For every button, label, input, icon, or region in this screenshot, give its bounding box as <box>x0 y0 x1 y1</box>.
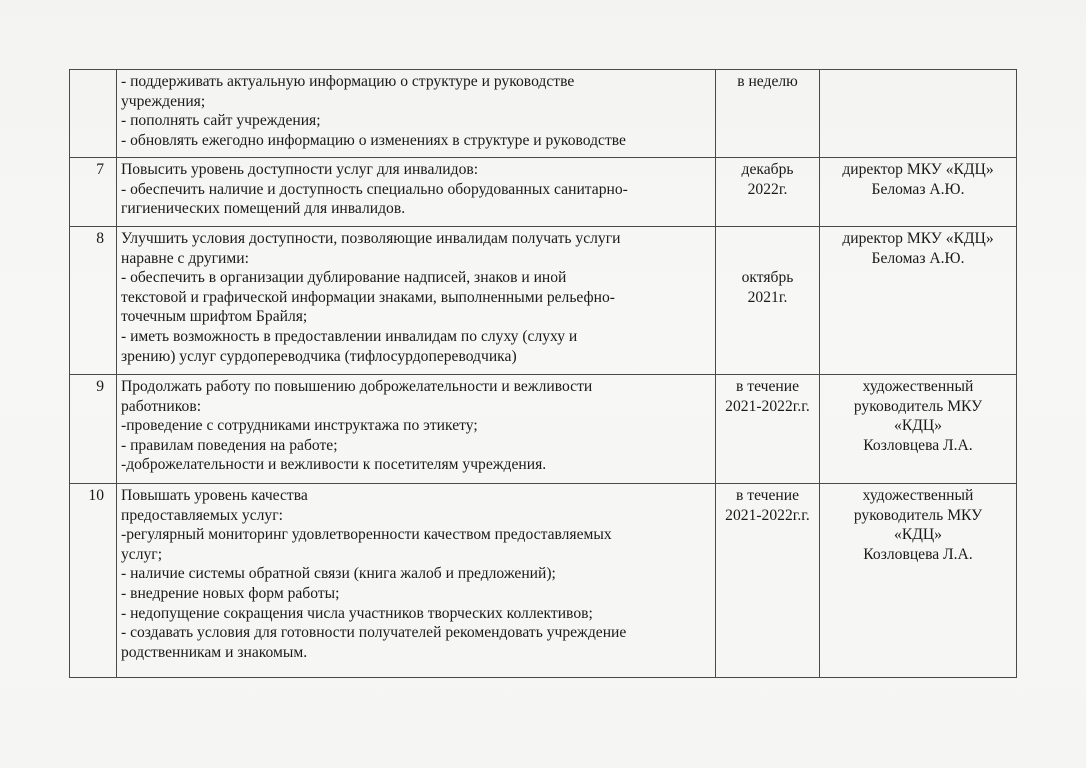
term-block <box>720 229 815 307</box>
row-number <box>70 70 117 158</box>
activity-line: зрению) услуг сурдопереводчика (тифлосурдопереводчика) <box>121 347 517 365</box>
term-cell <box>716 158 820 227</box>
term-line: октябрь <box>741 269 794 286</box>
responsible-line: Козловцева Л.А. <box>863 545 973 563</box>
responsible-line: Беломаз А.Ю. <box>871 180 965 198</box>
table-row <box>70 158 1017 227</box>
activity-line: - обеспечить в организации дублирование надписей, знаков и иной <box>121 269 567 287</box>
responsible-line: руководитель МКУ <box>853 397 983 415</box>
responsible-line: художественный <box>862 378 974 395</box>
activity-line: услуг; <box>121 545 163 563</box>
action-plan-table <box>69 69 1017 678</box>
term-cell <box>716 227 820 375</box>
row-number: 7 <box>70 158 117 227</box>
responsible-line: художественный <box>862 487 974 504</box>
activity-line: текстовой и графической информации знаками, выполненными рельефно- <box>121 288 615 306</box>
activity-line: - иметь возможность в предоставлении инвалидам по слуху (слуху и <box>121 327 578 345</box>
activity-line: - пополнять сайт учреждения; <box>121 112 321 130</box>
term-cell <box>716 70 820 158</box>
activity-cell <box>117 158 716 227</box>
table-row <box>70 484 1017 678</box>
activity-cell <box>117 227 716 375</box>
activity-line: -доброжелательности и вежливости к посетителям учреждения. <box>121 456 547 474</box>
activity-line: учреждения; <box>121 92 206 110</box>
responsible-line: Беломаз А.Ю. <box>871 249 965 267</box>
table-row <box>70 375 1017 484</box>
term-cell <box>716 484 820 678</box>
responsible-cell <box>820 375 1017 484</box>
responsible-line: руководитель МКУ <box>853 506 983 524</box>
term-line: 2021-2022г.г. <box>725 397 810 415</box>
activity-line: -проведение с сотрудниками инструктажа по этикету; <box>121 417 478 435</box>
responsible-cell <box>820 484 1017 678</box>
term-line: декабрь <box>741 161 794 178</box>
activity-line: Повышать уровень качества <box>121 487 308 504</box>
activity-line: - создавать условия для готовности получателей рекомендовать учреждение <box>121 624 627 642</box>
term-line: в течение <box>736 378 799 395</box>
term-line: в неделю <box>737 73 798 90</box>
activity-cell <box>117 70 716 158</box>
activity-line: Продолжать работу по повышению доброжелательности и вежливости <box>121 378 593 395</box>
activity-line: гигиенических помещений для инвалидов. <box>121 200 406 218</box>
activity-line: - недопущение сокращения числа участников творческих коллективов; <box>121 604 593 622</box>
responsible-line: директор МКУ «КДЦ» <box>842 161 994 178</box>
responsible-cell <box>820 158 1017 227</box>
activity-line: - обеспечить наличие и доступность специально оборудованных санитарно- <box>121 180 628 198</box>
activity-line: - правилам поведения на работе; <box>121 436 338 454</box>
activity-line: точечным шрифтом Брайля; <box>121 308 308 326</box>
activity-cell <box>117 484 716 678</box>
activity-cell <box>117 375 716 484</box>
table-row <box>70 70 1017 158</box>
responsible-line: «КДЦ» <box>894 417 942 435</box>
term-line: 2021г. <box>747 288 788 306</box>
responsible-cell <box>820 227 1017 375</box>
row-number: 8 <box>70 227 117 375</box>
term-cell <box>716 375 820 484</box>
responsible-cell <box>820 70 1017 158</box>
activity-line: - внедрение новых форм работы; <box>121 584 340 602</box>
activity-line: Улучшить условия доступности, позволяющие инвалидам получать услуги <box>121 230 621 247</box>
responsible-line: Козловцева Л.А. <box>863 436 973 454</box>
responsible-line: директор МКУ «КДЦ» <box>842 230 994 247</box>
activity-line: - наличие системы обратной связи (книга жалоб и предложений); <box>121 565 556 583</box>
term-line: в течение <box>736 487 799 504</box>
row-number: 9 <box>70 375 117 484</box>
term-line: 2021-2022г.г. <box>725 506 810 524</box>
row-number: 10 <box>70 484 117 678</box>
activity-line: наравне с другими: <box>121 249 249 267</box>
table-row <box>70 227 1017 375</box>
activity-line: родственникам и знакомым. <box>121 643 308 661</box>
activity-line: предоставляемых услуг: <box>121 506 283 524</box>
activity-line: работников: <box>121 397 202 415</box>
responsible-line: «КДЦ» <box>894 526 942 544</box>
activity-line: Повысить уровень доступности услуг для инвалидов: <box>121 161 479 178</box>
activity-line: - поддерживать актуальную информацию о структуре и руководстве <box>121 73 575 90</box>
activity-line: -регулярный мониторинг удовлетворенности качеством предоставляемых <box>121 526 612 544</box>
term-line: 2022г. <box>747 180 788 198</box>
activity-line: - обновлять ежегодно информацию о изменениях в структуре и руководстве <box>121 131 626 149</box>
